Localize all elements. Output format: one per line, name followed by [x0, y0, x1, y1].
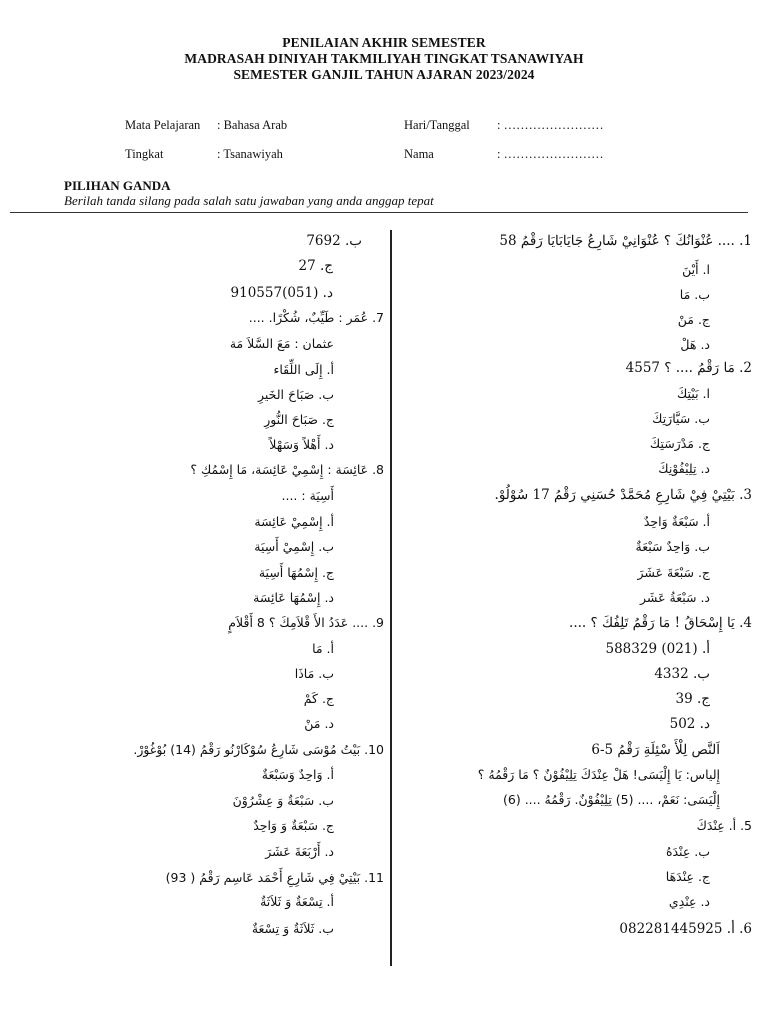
q8-option-c: ج. إِسْمُهَا أَسِيَة	[258, 565, 334, 580]
q1-option-b: ب. مَا	[679, 287, 710, 302]
q7-stem: 7. عُمَر : طَيِّبٌ، شُكْرًا. ....	[248, 310, 384, 325]
q7-option-c: ج. صَبَاحَ النُّورِ	[264, 412, 334, 427]
q7-dialog: عثمان : مَعَ السَّلاَ مَة	[229, 336, 334, 351]
name-value: : ……………………	[497, 147, 604, 161]
q1-cont-option-d: د. (051)910557	[230, 285, 333, 301]
header-divider	[10, 212, 748, 213]
q8-stem: 8. عَائِسَة : إِسْمِيْ عَائِسَة، مَا إِسْمُكِ ؟	[190, 462, 384, 477]
section-title: PILIHAN GANDA	[64, 178, 171, 193]
q3-stem: 3. بَيْتِيْ فِيْ شَارِعِ مُحَمَّدْ حُسَنِي رَقْمُ 17 سُوْلُوْ.	[494, 487, 752, 503]
q9-option-d: د. مَنْ	[304, 716, 334, 731]
q9-option-c: ج. كَمْ	[303, 691, 334, 706]
q7-option-a: أ. إِلَى اللِّقَاء	[273, 362, 334, 377]
q1-cont-option-c: ج. 27	[298, 258, 333, 274]
name-label: Nama	[404, 147, 434, 161]
q11-option-b-prev: ب. 7692	[306, 233, 362, 249]
semester-year: SEMESTER GANJIL TAHUN AJARAN 2023/2024	[233, 67, 535, 82]
q3-option-b: ب. وَاحِدٌ سَبْعَةٌ	[635, 539, 710, 554]
q2-option-d: د. تِلِيْفُوْنِكَ	[658, 461, 710, 476]
q2-option-b: ب. سَيَّارَتِكَ	[652, 411, 710, 426]
q1-option-a: ا. أَيْنَ	[682, 262, 710, 277]
q2-stem: 2. مَا رَقْمُ .... ؟ 4557	[625, 360, 752, 376]
q5-option-a: 5. أ. عِنْدَكَ	[696, 818, 752, 833]
q5-option-d: د. عِنْدِي	[668, 894, 710, 909]
q4-option-c: ج. 39	[675, 691, 710, 707]
q10-option-d: د. أَرْبَعَةَ عَشَرَ	[265, 844, 334, 859]
q2-option-c: ج. مَدْرَسَتِكَ	[649, 436, 710, 451]
level-value: : Tsanawiyah	[217, 147, 283, 161]
q11-option-a: أ. تِسْعَةٌ وَ ثَلاَثَةٌ	[260, 894, 334, 909]
q10-option-b: ب. سَبْعَةٌ وَ عِشْرُوْنَ	[232, 793, 334, 808]
q6-option-a: 6. أ. 082281445925	[619, 921, 752, 937]
q8-option-d: د. إِسْمُهَا عَائِسَة	[253, 590, 334, 605]
q3-option-c: ج. سَبْعَةَ عَشَرَ	[637, 565, 710, 580]
q9-stem: 9. .... عَدَدُ الأَ قْلاَمِكَ ؟ 8 أَقْلاَمٍ	[228, 615, 384, 630]
passage-line-2: إِلْيَسَى: نَعَمْ، .... (5) تِلِيْفُوْنٌ. رَقْمُهُ .... (6)	[503, 792, 720, 807]
q3-option-a: أ. سَبْعَةٌ وَاحِدٌ	[643, 514, 710, 529]
q1-option-c: ج. مَنْ	[677, 312, 710, 327]
q4-option-d: د. 502	[669, 716, 710, 732]
passage-line-1: إِلياس: يَا إِلْيَسَى! هَلْ عِنْدَكَ تِلِيْفُوْنٌ ؟ مَا رَقْمُهُ ؟	[477, 767, 720, 782]
subject-label: Mata Pelajaran	[125, 118, 201, 132]
q7-option-d: د. أَهْلاً وَسَهْلاً	[269, 437, 334, 452]
q1-option-d: د. هَلْ	[680, 337, 710, 352]
column-divider	[390, 230, 392, 966]
q9-option-b: ب. مَاذَا	[294, 666, 334, 681]
passage-title: اَلنَّص لِلْأَ سْئِلَةِ رَقْمُ 5-6	[591, 742, 720, 758]
q11-stem: 11. بَيْتِيْ فِي شَارِعِ أَحْمَد عَاسِم رَقْمُ ( 93)	[165, 870, 384, 885]
q8-dialog: أَسِيَة : ....	[281, 488, 334, 503]
section-instruction: Berilah tanda silang pada salah satu jawaban yang anda anggap tepat	[64, 193, 434, 208]
date-label: Hari/Tanggal	[404, 118, 470, 132]
q3-option-d: د. سَبْعَةُ عَشَر	[640, 590, 710, 605]
level-label: Tingkat	[125, 147, 164, 161]
subject-value: : Bahasa Arab	[217, 118, 288, 132]
q5-option-b: ب. عِنْدَهُ	[665, 844, 710, 859]
q4-stem: 4. يَا إِسْحَاقُ ! مَا رَقْمُ تَلِفُكَ ؟ ....	[569, 615, 752, 631]
q8-option-a: أ. إِسْمِيْ عَائِسَة	[254, 514, 334, 529]
date-value: : ……………………	[497, 118, 604, 132]
q2-option-a: ا. بَيْتِكَ	[677, 386, 710, 401]
q9-option-a: أ. مَا	[312, 641, 334, 656]
q10-stem: 10. بَيْتُ مُوْسَى شَارِعُ سُوْكَارْنُو رَقْمُ (14) بُوْغُوْرْ.	[133, 742, 384, 757]
school-name: MADRASAH DINIYAH TAKMILIYAH TINGKAT TSANAWIYAH	[184, 51, 584, 66]
q11-option-b: ب. ثَلاَثَةٌ وَ تِسْعَةٌ	[251, 921, 334, 936]
q4-option-a: أ. (021) 588329	[605, 641, 710, 657]
q10-option-c: ج. سَبْعَةٌ وَ وَاحِدٌ	[253, 818, 334, 833]
q7-option-b: ب. صَبَاحَ الخَيرِ	[258, 387, 334, 402]
q1-stem: 1. .... عُنْوَانُكَ ؟ عُنْوَانِيْ شَارِعُ جَايَابَايَا رَقْمُ 58	[499, 233, 752, 249]
q10-option-a: أ. وَاحِدٌ وَسَبْعَةٌ	[261, 767, 334, 782]
q5-option-c: ج. عِنْدَهَا	[665, 869, 710, 884]
exam-title: PENILAIAN AKHIR SEMESTER	[282, 35, 486, 50]
q8-option-b: ب. إِسْمِيْ أَسِيَة	[254, 539, 334, 554]
q4-option-b: ب. 4332	[654, 666, 710, 682]
